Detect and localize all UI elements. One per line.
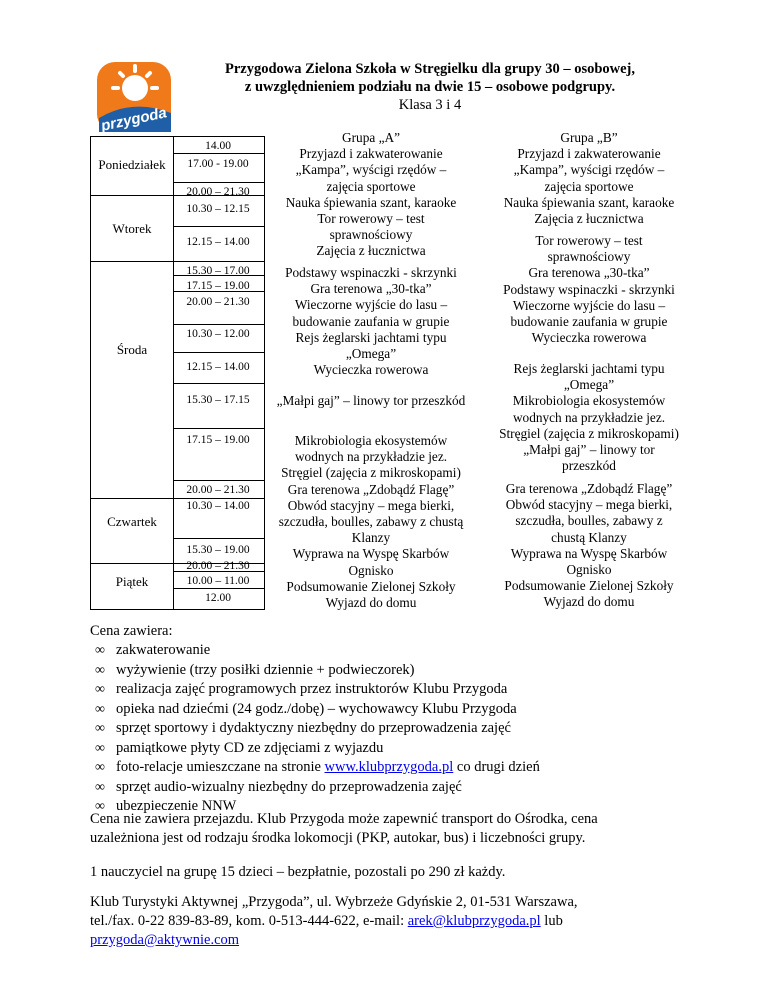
day-monday: Poniedziałek <box>98 157 166 172</box>
time-slot: 17.15 – 19.00 <box>186 280 250 292</box>
activity: sprawnościowy <box>329 227 413 243</box>
activity: Mikrobiologia ekosystemów <box>294 433 448 448</box>
group-a-column <box>266 130 476 260</box>
list-item: ∞ sprzęt sportowy i dydaktyczny niezbędny do przeprowadzenia zajęć <box>90 719 730 739</box>
contact-info: Klub Turystyki Aktywnej „Przygoda”, ul. Wybrzeże Gdyńskie 2, 01-531 Warszawa, tel./fax. 0-22 839-83-89, kom. 0-513-444-622, e-mail: arek@klubprzygoda.pl lub przygoda@aktywnie.com <box>90 894 578 948</box>
activity: Mikrobiologia ekosystemów <box>512 393 666 409</box>
list-item: ∞ sprzęt audio-wizualny niezbędny do przeprowadzenia zajęć <box>90 778 730 798</box>
activity: Gra terenowa „30-tka” <box>528 265 650 281</box>
infinity-bullet-icon: ∞ <box>95 643 105 658</box>
list-item: ∞ opieka nad dziećmi (24 godz./dobę) – wychowawcy Klubu Przygoda <box>90 700 730 720</box>
activity: Podstawy wspinaczki - skrzynki <box>503 281 675 297</box>
time-slot: 14.00 <box>205 140 231 152</box>
activity: Ognisko <box>348 562 394 578</box>
activity: Wycieczka rowerowa <box>313 362 429 378</box>
activity: Zajęcia z łucznictwa <box>316 243 426 259</box>
activity: Klanzy <box>351 530 391 546</box>
activity: Stręgiel (zajęcia z mikroskopami) <box>499 425 679 441</box>
activity: „Małpi gaj” – linowy tor <box>523 442 655 458</box>
list-item: ∞ wyżywienie (trzy posiłki dziennie + podwieczorek) <box>90 661 730 681</box>
activity: Wyprawa na Wyspę Skarbów <box>292 546 450 562</box>
time-slot: 12.15 – 14.00 <box>186 236 250 248</box>
infinity-bullet-icon: ∞ <box>95 779 105 795</box>
activity: Gra terenowa „30-tka” <box>310 281 432 297</box>
time-slot: 10.30 – 12.15 <box>186 203 250 215</box>
day-tuesday: Wtorek <box>112 221 152 236</box>
infinity-bullet-icon: ∞ <box>95 662 105 678</box>
activity: Nauka śpiewania szant, karaoke <box>503 194 675 210</box>
email-link-2[interactable]: przygoda@aktywnie.com <box>90 932 240 948</box>
activity: Wyprawa na Wyspę Skarbów <box>510 545 668 561</box>
activity: Wieczorne wyjście do lasu – <box>294 297 448 313</box>
activity: zajęcia sportowe <box>544 178 634 194</box>
activity: Wycieczka rowerowa <box>531 330 647 346</box>
time-slot: 12.15 – 14.00 <box>186 361 250 373</box>
activity: szczudła, boulles, zabawy z chustą <box>278 514 464 530</box>
activity: Wyjazd do domu <box>325 595 417 611</box>
time-slot: 20.00 – 21.30 <box>186 186 250 198</box>
time-slot: 15.30 – 19.00 <box>186 544 250 556</box>
time-slot: 20.00 – 21.30 <box>186 484 250 496</box>
activity: szczudła, boulles, zabawy z <box>515 513 663 529</box>
group-a-block-4 <box>266 433 476 611</box>
day-friday: Piątek <box>115 574 149 589</box>
activity: Nauka śpiewania szant, karaoke <box>285 194 457 210</box>
day-wednesday: Środa <box>116 342 148 357</box>
infinity-bullet-icon: ∞ <box>95 740 105 756</box>
time-slot: 17.00 - 19.00 <box>187 158 249 170</box>
activity: Podsumowanie Zielonej Szkoły <box>286 578 456 594</box>
activity: „Omega” <box>345 346 397 362</box>
activity: chustą Klanzy <box>551 529 627 545</box>
website-link[interactable]: www.klubprzygoda.pl <box>324 759 454 775</box>
activity: „Kampa”, wyścigi rzędów – <box>295 162 447 178</box>
header-title-line2: z uwzględnieniem podziału na dwie 15 – osobowe podgrupy. <box>244 79 616 95</box>
time-slot: 10.00 – 11.00 <box>186 575 250 587</box>
activity: przeszkód <box>562 458 616 474</box>
activity: Tor rowerowy – test <box>535 233 643 248</box>
group-b-header: Grupa „B” <box>560 130 618 145</box>
time-slot: 10.30 – 14.00 <box>186 500 250 512</box>
time-slot: 10.30 – 12.00 <box>186 328 250 340</box>
teacher-note: 1 nauczyciel na grupę 15 dzieci – bezpłatnie, pozostali po 290 zł każdy. <box>90 864 506 880</box>
activity: Wieczorne wyjście do lasu – <box>512 297 666 313</box>
activity: „Kampa”, wyścigi rzędów – <box>513 162 665 178</box>
activity: „Omega” <box>563 377 615 393</box>
activity: wodnych na przykładzie jez. <box>512 409 666 425</box>
infinity-bullet-icon: ∞ <box>95 701 105 717</box>
document-header <box>190 60 670 114</box>
activity: zajęcia sportowe <box>326 178 416 194</box>
list-item: ∞ pamiątkowe płyty CD ze zdjęciami z wyjazdu <box>90 739 730 759</box>
header-title-line1: Przygodowa Zielona Szkoła w Stręgielku dla grupy 30 – osobowej, <box>224 61 636 77</box>
group-a-header: Grupa „A” <box>342 130 400 145</box>
group-b-column <box>480 130 698 227</box>
price-title: Cena zawiera: <box>90 623 173 639</box>
activity: Przyjazd i zakwaterowanie <box>299 146 443 162</box>
infinity-bullet-icon: ∞ <box>95 682 105 697</box>
group-b-block-2 <box>480 233 698 346</box>
activity: Przyjazd i zakwaterowanie <box>517 146 661 162</box>
activity: Tor rowerowy – test <box>317 211 425 227</box>
email-link[interactable]: arek@klubprzygoda.pl <box>407 913 541 929</box>
activity: Obwód stacyjny – mega bierki, <box>505 497 673 513</box>
activity: Podstawy wspinaczki - skrzynki <box>285 265 457 280</box>
infinity-bullet-icon: ∞ <box>95 721 105 736</box>
svg-text:przygoda: przygoda <box>99 104 169 135</box>
header-class: Klasa 3 i 4 <box>398 97 462 113</box>
infinity-bullet-icon: ∞ <box>95 760 105 775</box>
activity: Rejs żeglarski jachtami typu <box>295 329 447 345</box>
price-not-included: Cena nie zawiera przejazdu. Klub Przygoda może zapewnić transport do Ośrodka, cena uzależniona jest od rodzaju środka lokomocji (PKP, autokar, bus) i liczebności grupy. <box>90 811 598 846</box>
activity: Podsumowanie Zielonej Szkoły <box>504 578 674 594</box>
time-slot: 15.30 – 17.00 <box>186 265 250 277</box>
time-slot: 17.15 – 19.00 <box>186 434 250 446</box>
activity: Ognisko <box>566 562 612 578</box>
price-includes-list <box>90 641 730 817</box>
group-b-block-4 <box>480 481 698 611</box>
activity: wodnych na przykładzie jez. <box>294 449 448 465</box>
activity: Obwód stacyjny – mega bierki, <box>287 497 455 513</box>
group-a-block-2 <box>266 265 476 378</box>
time-slot: 15.30 – 17.15 <box>186 394 250 406</box>
activity: Rejs żeglarski jachtami typu <box>513 361 665 376</box>
activity: Gra terenowa „Zdobądź Flagę” <box>287 481 455 497</box>
activity: Wyjazd do domu <box>543 594 635 610</box>
przygoda-logo <box>93 58 175 136</box>
activity: Gra terenowa „Zdobądź Flagę” <box>505 481 673 496</box>
activity: „Małpi gaj” – linowy tor przeszkód <box>276 393 466 408</box>
list-item: ∞ ubezpieczenie NNW <box>90 797 730 817</box>
time-slot: 20.00 – 21.30 <box>186 560 250 572</box>
time-slot: 20.00 – 21.30 <box>186 296 250 308</box>
day-thursday: Czwartek <box>107 514 157 529</box>
activity: Stręgiel (zajęcia z mikroskopami) <box>281 465 461 481</box>
infinity-bullet-icon: ∞ <box>95 799 105 814</box>
list-item: ∞ zakwaterowanie <box>90 641 730 661</box>
list-item: ∞ realizacja zajęć programowych przez instruktorów Klubu Przygoda <box>90 680 730 700</box>
group-b-block-3 <box>480 361 698 474</box>
list-item: ∞ foto-relacje umieszczane na stronie www.klubprzygoda.pl co drugi dzień <box>90 758 730 778</box>
activity: budowanie zaufania w grupie <box>510 314 668 330</box>
activity: Zajęcia z łucznictwa <box>534 211 644 227</box>
time-slot: 12.00 <box>205 592 231 604</box>
activity: budowanie zaufania w grupie <box>292 313 450 329</box>
price-section <box>90 622 730 817</box>
activity: sprawnościowy <box>547 249 631 265</box>
